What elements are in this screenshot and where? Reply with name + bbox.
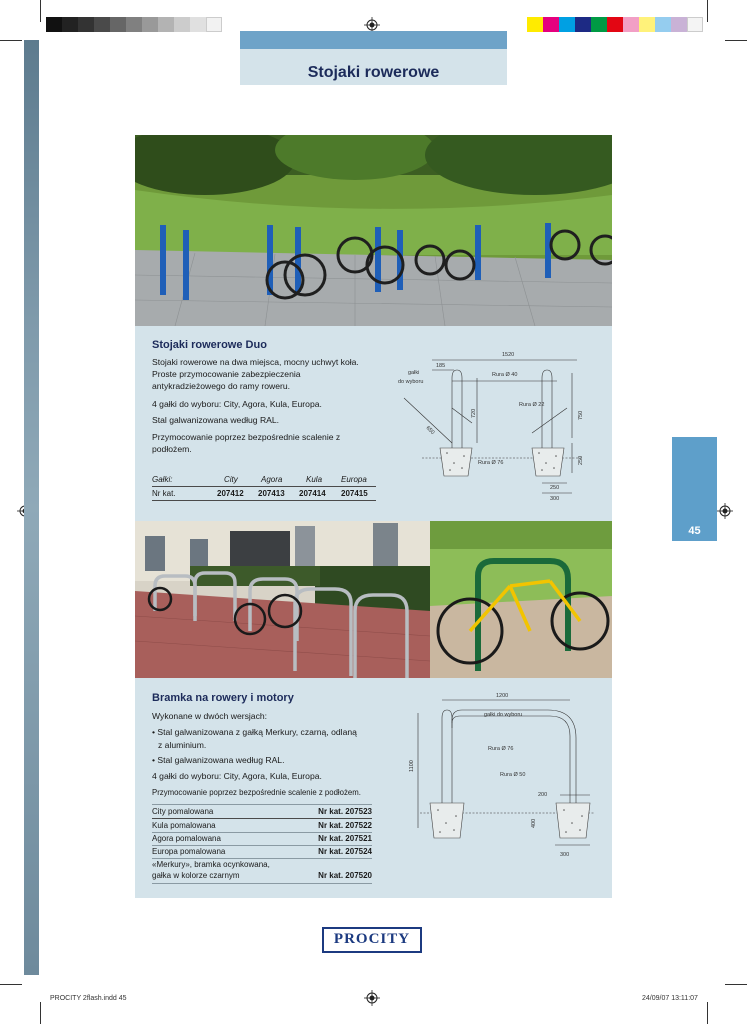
label-choice: do wyboru [398, 379, 424, 385]
version-label: Europa pomalowana [152, 847, 226, 856]
section2-intro: Wykonane w dwóch wersjach: [152, 711, 268, 721]
registration-mark-right [717, 503, 733, 519]
hoop-rack-street-photo [135, 521, 430, 678]
label-tube-76: Rura Ø 76 [488, 746, 514, 752]
green-hoop-rack-photo [430, 521, 612, 678]
section1-title: Stojaki rowerowe Duo [152, 339, 267, 351]
label-tube-40: Rura Ø 40 [492, 372, 518, 378]
left-bleed-strip [24, 40, 39, 975]
dim-200: 200 [538, 792, 548, 798]
version-table-rule [152, 845, 372, 846]
section2-bullet-1-cont: z aluminium. [158, 740, 207, 750]
catalog-europa: 207415 [341, 489, 368, 498]
version-table-rule [152, 832, 372, 833]
version-table-rule-bottom [152, 883, 372, 884]
catalog-city: 207412 [217, 489, 244, 498]
knob-kula: Kula [306, 475, 323, 484]
dim-300: 300 [560, 852, 570, 858]
version-code: Nr kat. 207522 [318, 821, 372, 830]
version-code: Nr kat. 207524 [318, 847, 372, 856]
knob-city: City [224, 475, 238, 484]
footer-file-info: PROCITY 2flash.indd 45 [50, 995, 127, 1002]
hoop-rack-technical-drawing [400, 688, 600, 863]
version-label: Kula pomalowana [152, 821, 216, 830]
footer-timestamp: 24/09/07 13:11:07 [642, 995, 698, 1002]
section2-mounting: Przymocowanie poprzez bezpośrednie scalenie z podłożem. [152, 788, 361, 797]
dim-250-vertical: 250 [578, 455, 584, 465]
title-accent-bar [240, 31, 507, 49]
section1-paragraph-4: Przymocowanie poprzez bezpośrednie scalenie z podłożem. [152, 432, 341, 454]
section2-bullet-1: • Stal galwanizowana z gałką Merkury, czarną, odlaną [152, 727, 357, 737]
version-table-rule [152, 858, 372, 859]
version-label: «Merkury», bramka ocynkowana, [152, 860, 270, 869]
label-knobs: gałki [408, 370, 420, 376]
catalog-agora: 207413 [258, 489, 285, 498]
section2-knobs: 4 gałki do wyboru: City, Agora, Kula, Europa. [152, 771, 322, 781]
version-code: Nr kat. 207521 [318, 834, 372, 843]
version-label: Agora pomalowana [152, 834, 221, 843]
section1-paragraph-1: Stojaki rowerowe na dwa miejsca, mocny uchwyt koła. Proste przymocowanie zabezpieczenia antykradzieżowego do ramy roweru. [152, 357, 359, 391]
catalog-label: Nr kat. [152, 489, 176, 498]
dim-720: 720 [471, 408, 477, 418]
dim-400: 400 [531, 818, 537, 828]
procity-logo-text: PROCITY [333, 931, 411, 947]
page-title: Stojaki rowerowe [307, 64, 440, 81]
dim-1520: 1520 [502, 352, 515, 358]
section2-bullet-2: • Stal galwanizowana według RAL. [152, 755, 285, 765]
knob-label: Gałki: [152, 475, 173, 484]
catalog-kula: 207414 [299, 489, 326, 498]
version-label: gałka w kolorze czarnym [152, 871, 240, 880]
table-rule-bottom [152, 500, 376, 501]
bike-rack-duo-photo [135, 135, 612, 326]
table-rule [152, 486, 376, 487]
version-row-merkury [152, 860, 372, 884]
dim-650: 650 [424, 425, 436, 436]
knob-agora: Agora [261, 475, 283, 484]
label-tube-76: Rura Ø 76 [478, 460, 504, 466]
label-tube-22: Rura Ø 22 [519, 402, 545, 408]
dim-300: 300 [550, 496, 560, 502]
label-knobs-choice: gałki do wyboru [484, 712, 523, 718]
section1-paragraph-2: 4 gałki do wyboru: City, Agora, Kula, Europa. [152, 399, 322, 409]
version-code: Nr kat. 207520 [318, 871, 372, 880]
dim-1100: 1100 [409, 760, 415, 772]
dim-1200: 1200 [496, 693, 509, 699]
dim-250: 250 [550, 485, 560, 491]
section2-title: Bramka na rowery i motory [152, 692, 294, 704]
version-table-rule [152, 818, 372, 819]
dim-185: 185 [436, 363, 446, 369]
section1-paragraph-3: Stal galwanizowana według RAL. [152, 415, 280, 425]
page-number: 45 [688, 525, 701, 537]
knob-europa: Europa [341, 475, 367, 484]
version-table-rule-top [152, 804, 372, 805]
version-code: Nr kat. 207523 [318, 807, 372, 816]
duo-rack-technical-drawing [392, 348, 602, 508]
dim-750: 750 [578, 410, 584, 420]
registration-mark-bottom [364, 990, 380, 1006]
label-tube-50: Rura Ø 50 [500, 772, 526, 778]
version-label: City pomalowana [152, 807, 214, 816]
